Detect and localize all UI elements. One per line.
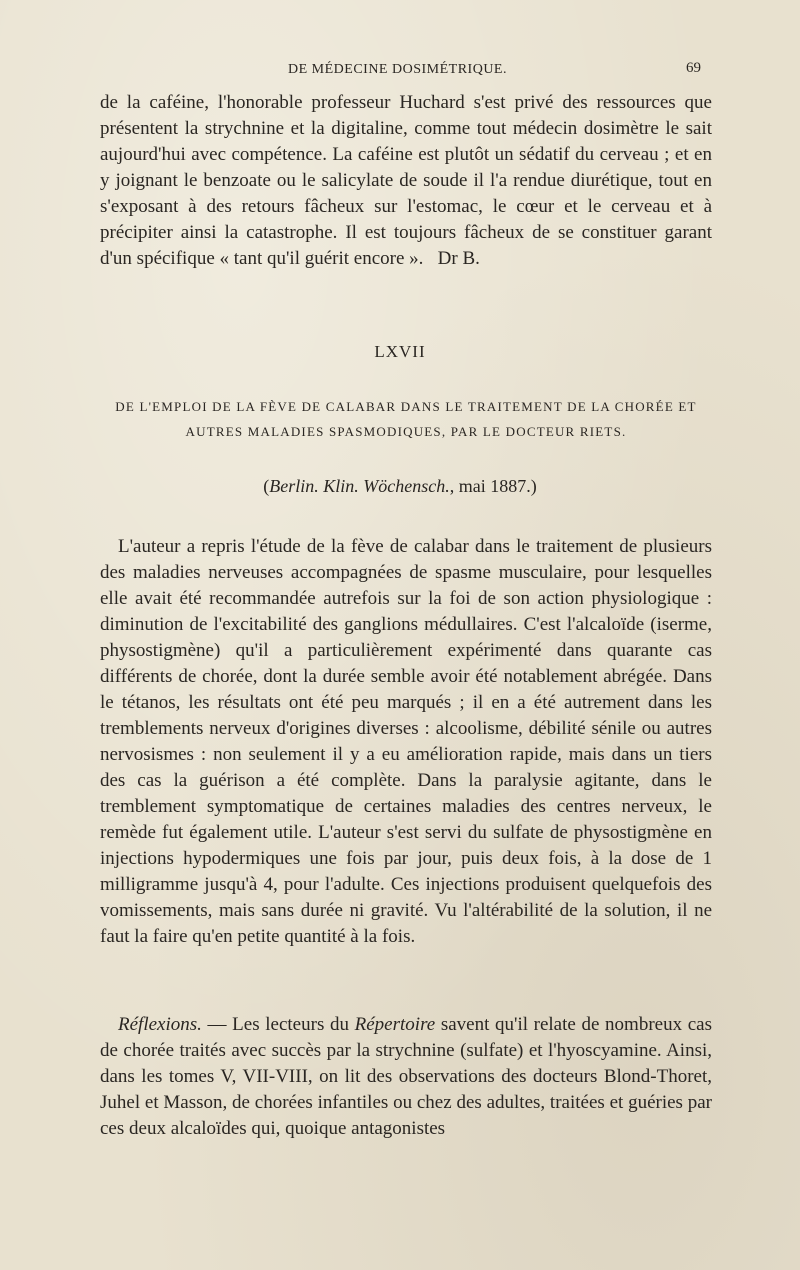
intro-text: de la caféine, l'honorable professeur Huchard s'est privé des ressources que présentent la strychnine et la digitaline, comme tout médecin dosimètre le sait aujourd'hui avec compétence. La caféine est plutôt un sédatif du cerveau ; et en y joignant le benzoate ou le salicylate de soude il l'a rendue diurétique, tout en s'exposant à des retours fâcheux sur l'estomac, le cœur et le cerveau et à précipiter ainsi la catastrophe. Il est toujours fâcheux de se constituer garant d'un spécifique « tant qu'il guérit encore ». [100, 92, 712, 269]
article-number: LXVII [374, 342, 426, 361]
abstract-paragraph [100, 534, 712, 950]
source-close: ) [530, 476, 537, 496]
reflexions-journal: Répertoire [354, 1014, 436, 1035]
signature: Dr B. [437, 248, 480, 269]
reflexions-text: savent qu'il relate de nombreux cas de chorée traités avec succès par la strychnine (sulfate) et l'hyoscyamine. Ainsi, dans les tomes V, VII-VIII, on lit des observations des docteurs Blond-Thoret, Juhel et Masson, de chorées infantiles ou chez des adultes, traitées et guéries par ces deux alcaloïdes qui, quoique antagonistes [100, 1014, 713, 1139]
source-journal: Berlin. Klin. Wöchensch. [269, 476, 450, 496]
intro-paragraph [100, 90, 712, 272]
article-title: DE L'EMPLOI DE LA FÈVE DE CALABAR DANS LE TRAITEMENT DE LA CHORÉE ET AUTRES MALADIES SPASMODIQUES, PAR LE DOCTEUR RIETS. [115, 399, 697, 439]
reflexions-paragraph [100, 1012, 712, 1142]
source-open: ( [263, 476, 270, 496]
reflexions-label: Réflexions. [118, 1014, 202, 1035]
source-date: , mai 1887. [449, 476, 531, 496]
reflexions-dash: — Les lecteurs du [201, 1014, 355, 1035]
page-number: 69 [686, 60, 701, 76]
article-source [0, 476, 800, 497]
abstract-text: L'auteur a repris l'étude de la fève de calabar dans le traitement de plusieurs des maladies nerveuses accompagnées de spasme musculaire, pour lesquelles elle avait été recommandée autrefois sur la foi de son action physiologique : diminution de l'excitabilité des ganglions médullaires. C'est l'alcaloïde (iserme, physostigmène) qu'il a particulièrement expérimenté dans quarante cas différents de chorée, dont la durée semble avoir été notablement abrégée. Dans le tétanos, les résultats ont été peu marqués ; il en a été autrement dans les tremblements nerveux d'origines diverses : alcoolisme, débilité sénile ou autres nervosismes : non seulement il y a eu amélioration rapide, mais dans un tiers des cas la guérison a été complète. Dans la paralysie agitante, dans le tremblement symptomatique de certaines maladies des centres nerveux, le remède fut également utile. L'auteur s'est servi du sulfate de physostigmène en injections hypodermiques une fois par jour, puis deux fois, à la dose de 1 milligramme jusqu'à 4, pour l'adulte. Ces injections produisent quelquefois des vomissements, mais sans durée ni gravité. Vu l'altérabilité de la solution, il ne faut la faire qu'en petite quantité à la fois. [100, 536, 712, 947]
running-head: DE MÉDECINE DOSIMÉTRIQUE. [288, 62, 507, 77]
